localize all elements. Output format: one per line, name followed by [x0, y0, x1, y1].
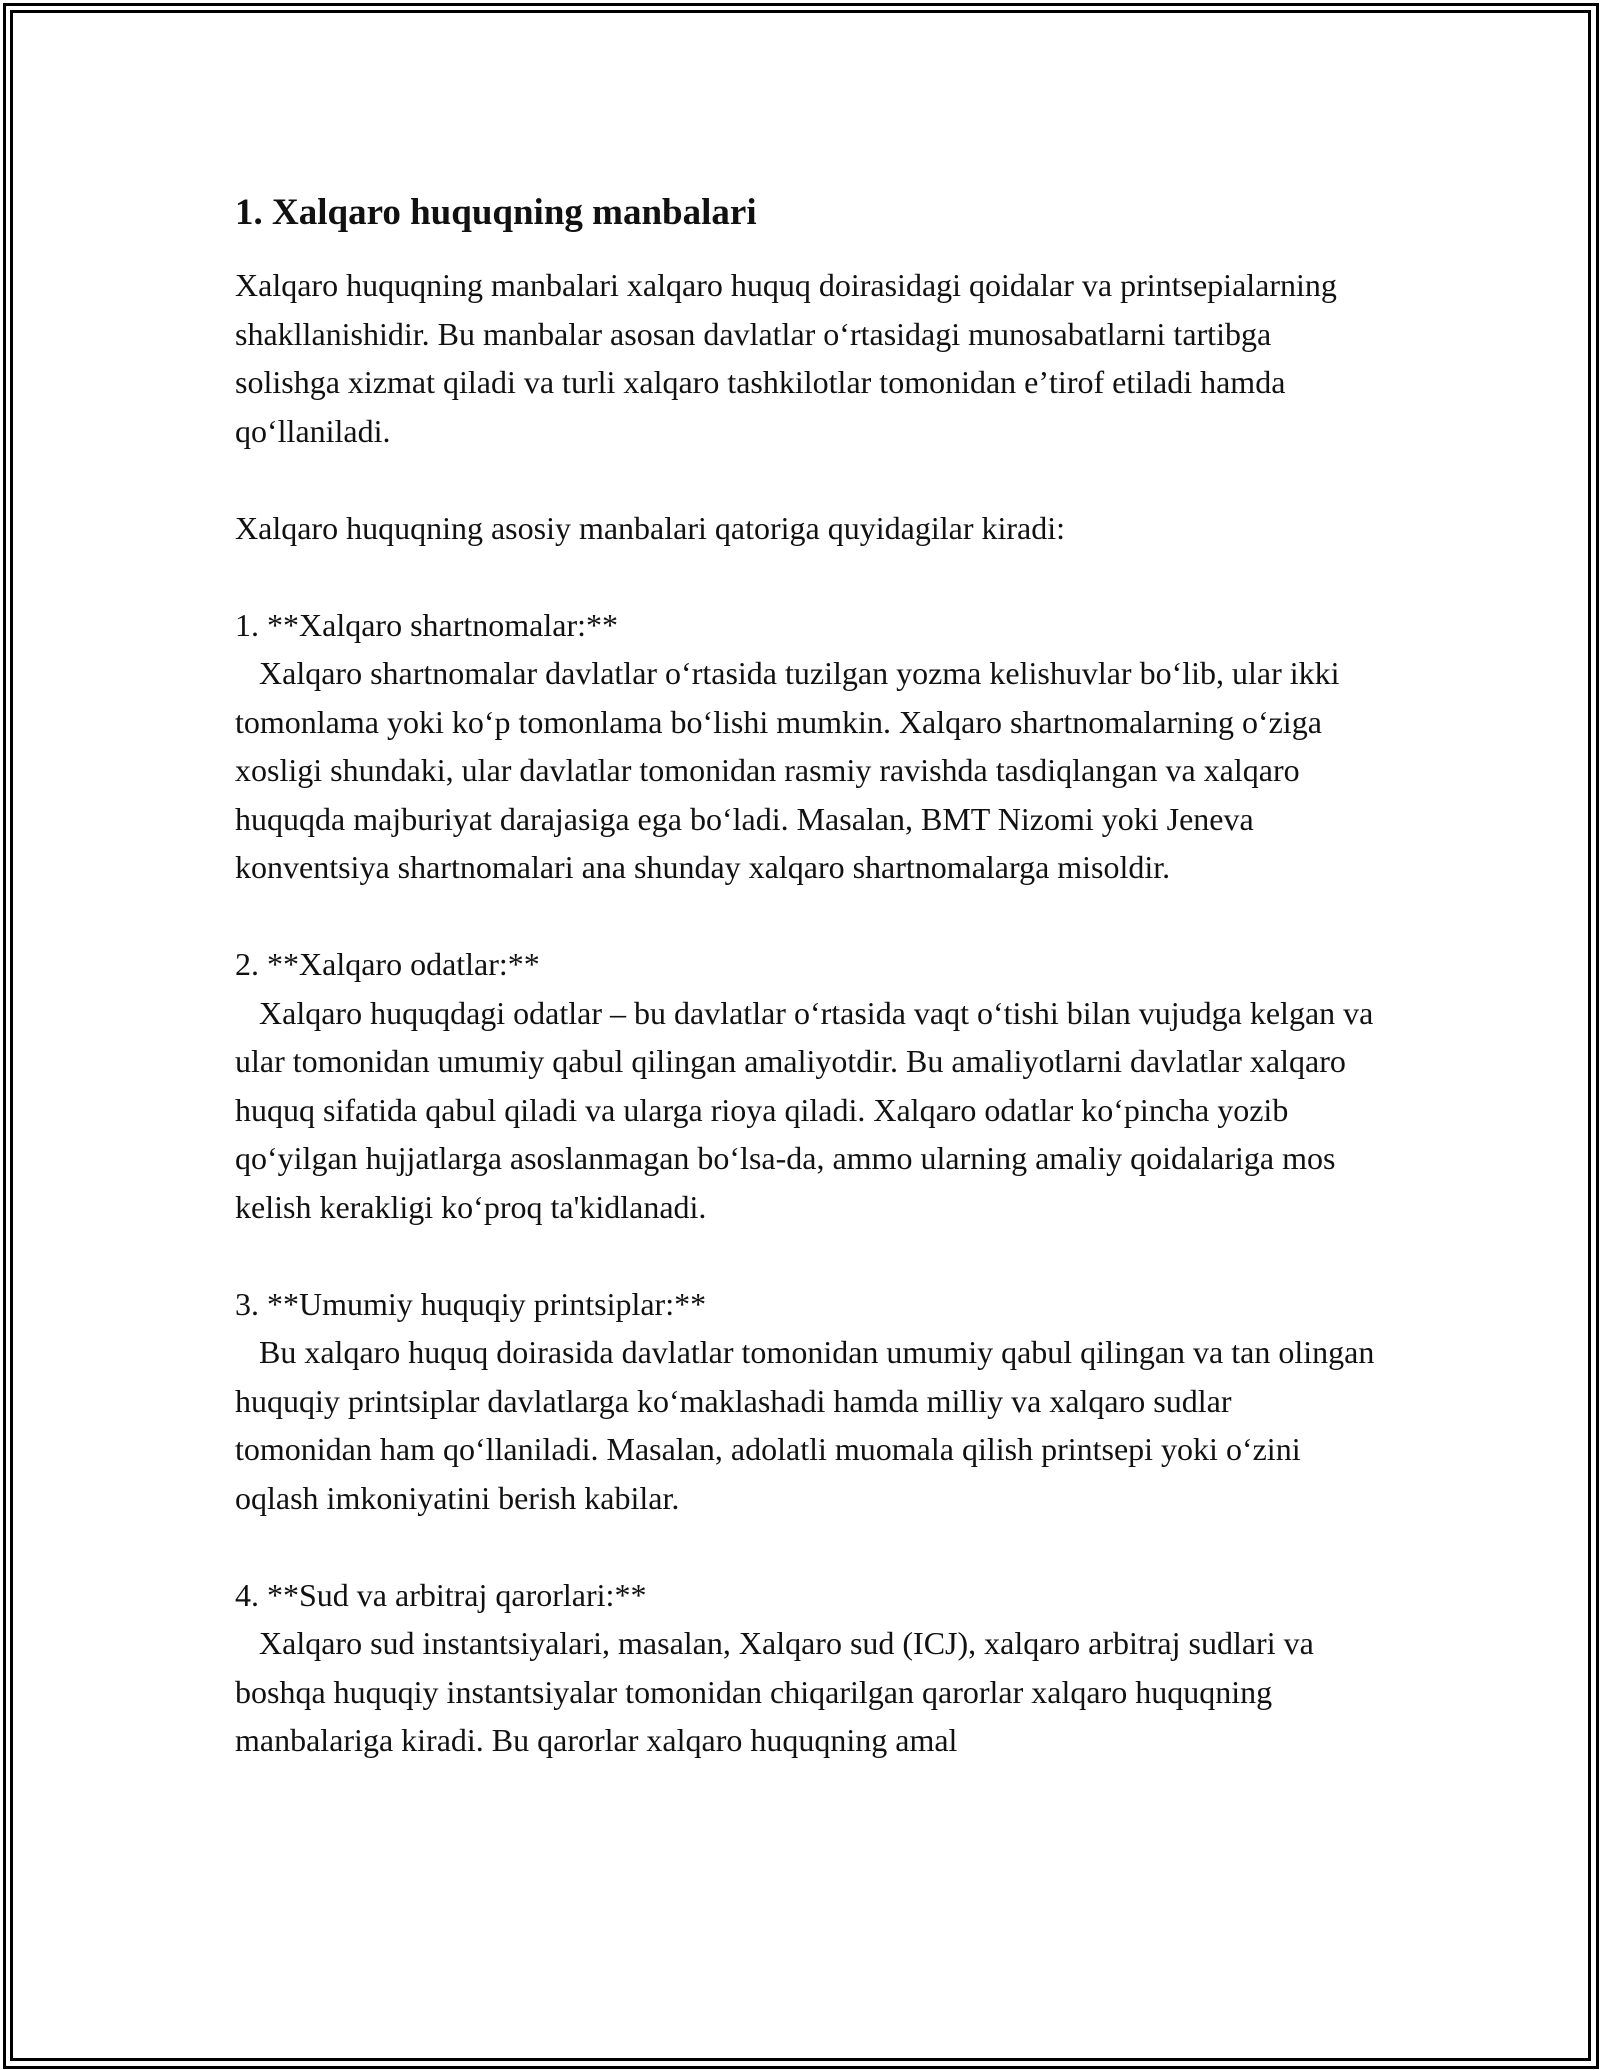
section-heading: 2. **Xalqaro odatlar:**: [235, 946, 540, 982]
section-customs: [235, 940, 1382, 1231]
section-heading: 3. **Umumiy huquqiy printsiplar:**: [235, 1285, 707, 1322]
document-body: [235, 185, 1383, 1765]
intro-paragraph: Xalqaro huquqning manbalari xalqaro huquq doirasidagi qoidalar va printsepialarning shakllanishidir. Bu manbalar asosan davlatlar oʻrtasidagi munosabatlarni tartibga solishga xizmat qiladi va turli xalqaro tashkilotlar tomonidan eʼtirof etiladi hamda qoʻllaniladi.: [235, 267, 1345, 449]
paragraph-spacer: [235, 455, 1375, 504]
section-general-principles: [235, 1280, 1383, 1523]
paragraph-spacer: [235, 892, 1375, 941]
paragraph-spacer: [235, 552, 1375, 601]
section-heading: 4. **Sud va arbitraj qarorlari:**: [235, 1576, 647, 1613]
paragraph-spacer: [235, 1522, 1375, 1571]
section-body: Xalqaro huquqdagi odatlar – bu davlatlar oʻrtasida vaqt oʻtishi bilan vujudga kelgan va ular tomonidan umumiy qabul qilingan amaliyotdir. Bu amaliyotlarni davlatlar xalqaro huquq sifatida qabul qiladi va ularga rioya qiladi. Xalqaro odatlar koʻpincha yozib qoʻyilgan hujjatlarga asoslanmagan boʻlsa-da, ammo ularning amaliy qoidalariga mos kelish kerakligi koʻproq ta'kidlanadi.: [235, 994, 1382, 1225]
list-intro-paragraph: Xalqaro huquqning asosiy manbalari qatoriga quyidagilar kiradi:: [235, 509, 1065, 546]
section-body: Bu xalqaro huquq doirasida davlatlar tomonidan umumiy qabul qilingan va tan olingan huquqiy printsiplar davlatlarga koʻmaklashadi hamda milliy va xalqaro sudlar tomonidan ham qoʻllaniladi. Masalan, adolatli muomala qilish printsepi yoki oʻzini oqlash imkoniyatini berish kabilar.: [235, 1334, 1383, 1516]
section-body: Xalqaro sud instantsiyalari, masalan, Xalqaro sud (ICJ), xalqaro arbitraj sudlari va boshqa huquqiy instantsiyalar tomonidan chiqarilgan qarorlar xalqaro huquqning manbalariga kiradi. Bu qarorlar xalqaro huquqning amal: [235, 1625, 1322, 1758]
section-court-decisions: [235, 1571, 1375, 1765]
section-treaties: [235, 601, 1375, 892]
section-heading: 1. **Xalqaro shartnomalar:**: [235, 606, 618, 643]
document-title: 1. Xalqaro huquqning manbalari: [235, 192, 757, 233]
section-body: Xalqaro shartnomalar davlatlar oʻrtasida tuzilgan yozma kelishuvlar boʻlib, ular ikki tomonlama yoki koʻp tomonlama boʻlishi mumkin. Xalqaro shartnomalarning oʻziga xosligi shundaki, ular davlatlar tomonidan rasmiy ravishda tasdiqlangan va xalqaro huquqda majburiyat darajasiga ega boʻladi. Masalan, BMT Nizomi yoki Jeneva konventsiya shartnomalari ana shunday xalqaro shartnomalarga misoldir.: [235, 655, 1348, 885]
paragraph-spacer: [235, 1231, 1375, 1280]
